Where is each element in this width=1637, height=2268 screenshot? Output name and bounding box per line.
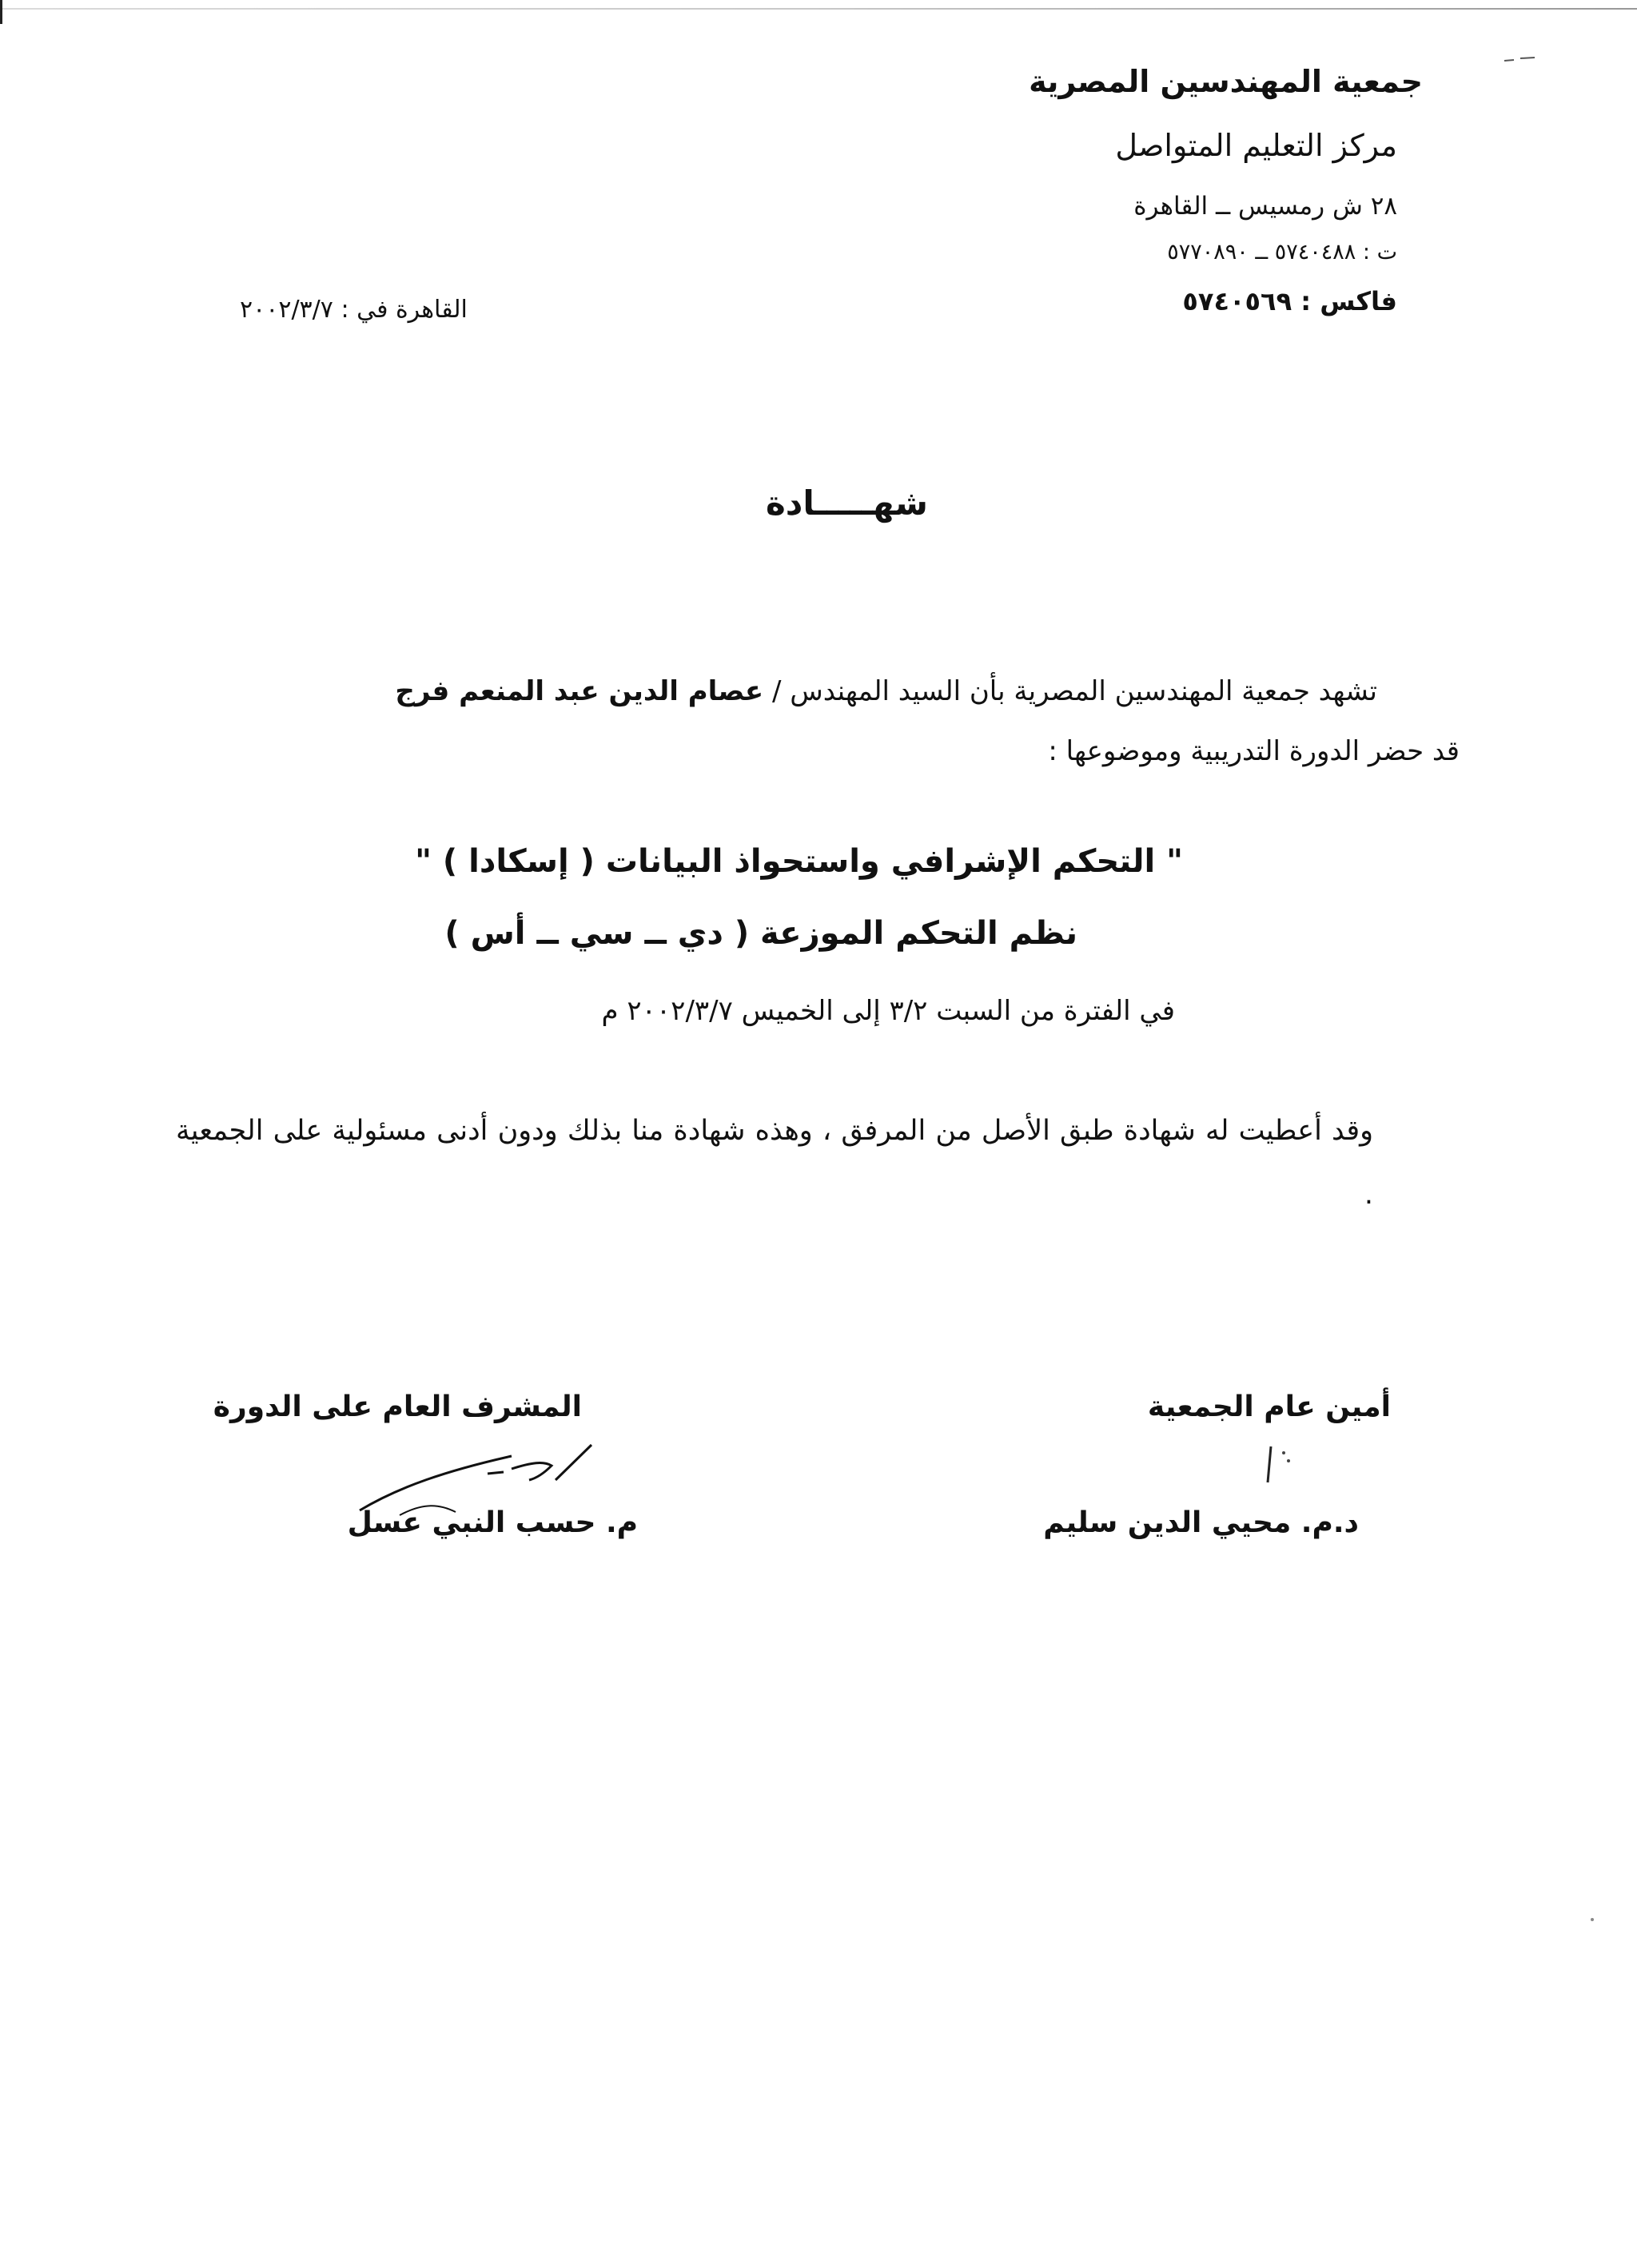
supervisor-signature-icon: [1247, 1438, 1295, 1494]
course-period: في الفترة من السبت ٣/٢ إلى الخميس ٢٠٠٢/٣/٧ م: [601, 995, 1175, 1027]
secretary-signature-icon: [352, 1438, 607, 1526]
engineer-name: عصام الدين عبد المنعم فرج: [395, 675, 764, 707]
scan-edge-left: [0, 0, 2, 24]
dash-mark-icon: [1503, 54, 1543, 64]
secretary-name: د.م. محيي الدين سليم: [1043, 1506, 1359, 1539]
supervisor-title: المشرف العام على الدورة: [213, 1391, 582, 1423]
issue-date: القاهرة في : ٢٠٠٢/٣/٧: [240, 296, 468, 324]
center-name: مركز التعليم المتواصل: [1115, 128, 1397, 163]
phone-numbers: ت : ٥٧٤٠٤٨٨ ــ ٥٧٧٠٨٩٠: [1167, 240, 1397, 265]
supervisor-name: م. حسب النبي عسل: [347, 1506, 638, 1539]
course-title-line-2: نظم التحكم الموزعة ( دي ــ سي ــ أس ): [444, 915, 1077, 952]
secretary-title: أمين عام الجمعية: [1147, 1391, 1391, 1423]
closing-paragraph: وقد أعطيت له شهادة طبق الأصل من المرفق ، وهذه شهادة منا بذلك ودون أدنى مسئولية على الجمعية .: [176, 1115, 1373, 1211]
org-name: جمعية المهندسين المصرية: [1029, 64, 1423, 99]
attendance-line: قد حضر الدورة التدريبية وموضوعها :: [1048, 735, 1460, 767]
certification-line: [395, 675, 1377, 707]
scan-edge-top: [0, 8, 1637, 10]
certificate-title: شهـــــادة: [766, 483, 928, 523]
course-title-line-1: " التحكم الإشرافي واستحواذ البيانات ( إسكادا ) ": [415, 843, 1183, 880]
scan-speck: [1591, 1918, 1594, 1921]
fax-number: فاكس : ٥٧٤٠٥٦٩: [1182, 286, 1397, 316]
address: ٢٨ ش رمسيس ــ القاهرة: [1133, 192, 1397, 221]
certification-prefix: تشهد جمعية المهندسين المصرية بأن السيد المهندس /: [763, 675, 1377, 707]
